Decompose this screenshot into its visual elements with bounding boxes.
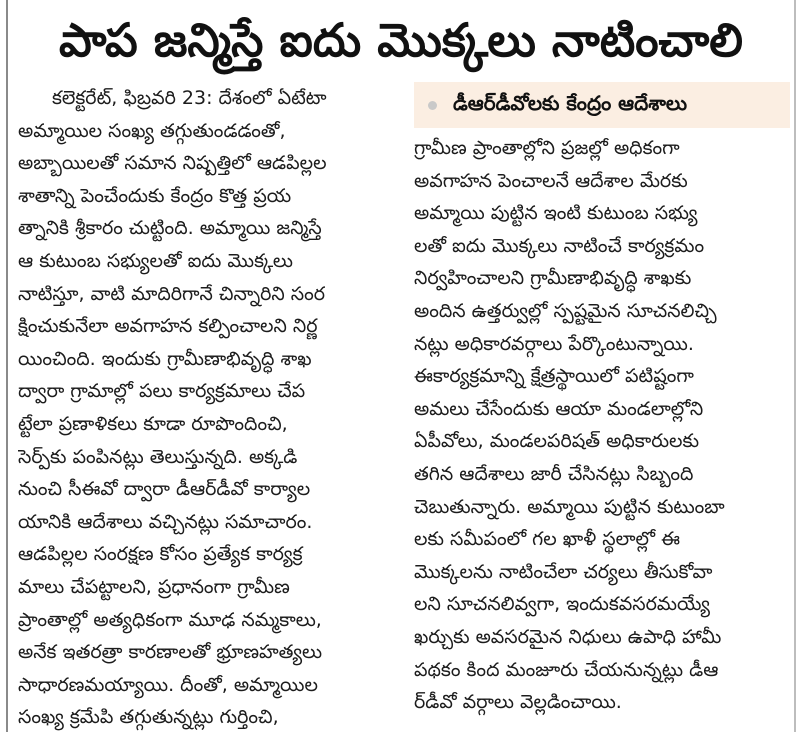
article-line: కలెక్టరేట్, ఫిబ్రవరి 23: దేశంలో ఏటేటా [52,87,327,109]
article-line: అందిన ఉత్తర్వుల్లో స్పష్టమైన సూచనలిచ్చి [414,299,717,322]
article-line: ట్టేలా ప్రణాళికలు కూడా రూపొందించి, [18,412,288,435]
article-line: సంఖ్య క్రమేపి తగ్గుతున్నట్లు గుర్తించి, [18,706,279,729]
article-line: సెర్ప్‌కు పంపినట్లు తెలుస్తున్నది. అక్కడి [18,445,298,468]
article-line: యానికి ఆదేశాలు వచ్చినట్లు సమాచారం. [18,510,313,533]
article-line: సాధారణమయ్యాయి. దీంతో, అమ్మాయిల [18,673,318,696]
subheading-box [414,82,790,128]
headline: పాప జన్మిస్తే ఐదు మొక్కలు నాటించాలి [58,13,743,67]
article-line: మాలు చేపట్టాలని, ప్రధానంగా గ్రామీణ [18,575,290,598]
article-line: త్నానికి శ్రీకారం చుట్టింది. అమ్మాయి జన్మిస్తే [18,217,322,240]
article-line: అమలు చేసేందుకు ఆయా మండలాల్లోని [414,397,704,420]
article-line: క్షించుకునేలా అవగాహన కల్పించాలని నిర్ణ [18,315,318,338]
article-line: అమ్మాయి పుట్టిన ఇంటి కుటుంబ సభ్యు [414,202,698,225]
clipping-left-edge [6,0,8,732]
article-line: ద్వారా గ్రామాల్లో పలు కార్యక్రమాలు చేప [18,380,306,403]
article-line: మొక్కలను నాటించేలా చర్యలు తీసుకోవా [414,560,713,583]
article-line: చెబుతున్నారు. అమ్మాయి పుట్టిన కుటుంబా [414,495,725,518]
article-line: లని సూచనలివ్వగా, ఇందుకవసరమయ్యే [414,593,710,616]
left-column [18,82,394,732]
article-line: ఈకార్యక్రమాన్ని క్షేత్రస్థాయిలో పటిష్టంగా [414,365,694,388]
article-line: ప్రాంతాల్లో అత్యధికంగా మూఢ నమ్మకాలు, [18,608,322,631]
article-line: ఖర్చుకు అవసరమైన నిధులు ఉపాధి హామీ [414,625,722,648]
article-line: నుంచి సీఈవో ద్వారా డీఆర్‌డీవో కార్యాల [18,478,311,501]
right-column [414,82,790,732]
article-line: లతో ఐదు మొక్కలు నాటించే కార్యక్రమం [414,234,705,257]
bullet-icon [428,101,437,110]
article-line: ర్‌డీవో వర్గాలు వెల్లడించాయి. [414,691,622,714]
article-line: ఏపీవోలు, మండలపరిషత్ అధికారులకు [414,430,700,453]
article-line: శాతాన్ని పెంచేందుకు కేంద్రం కొత్త ప్రయ [18,184,292,207]
article-line: అనేక ఇతరత్రా కారణాలతో భ్రూణహత్యలు [18,641,323,664]
article-line: యించింది. ఇందుకు గ్రామీణాభివృద్ధి శాఖ [18,347,312,370]
article-line: పథకం కింద మంజూరు చేయనున్నట్లు డీఆ [414,658,719,681]
article-line: ఆ కుటుంబ సభ్యులతో ఐదు మొక్కలు [18,249,293,272]
article-line: నట్లు అధికారవర్గాలు పేర్కొంటున్నాయి. [414,332,694,355]
article-line: తగిన ఆదేశాలు జారీ చేసినట్లు సిబ్బంది [414,462,694,485]
article-line: లకు సమీపంలో గల ఖాళీ స్థలాల్లో ఈ [414,528,681,551]
article-line: నిర్వహించాలని గ్రామీణాభివృద్ధి శాఖకు [414,267,692,290]
article-line: ఆడపిల్లల సంరక్షణ కోసం ప్రత్యేక కార్యక్ర [18,543,303,566]
article-line: గ్రామీణ ప్రాంతాల్లోని ప్రజల్లో అధికంగా [414,137,680,159]
article-line: అవగాహన పెంచాలనే ఆదేశాల మేరకు [414,169,688,192]
article-line: అమ్మాయిల సంఖ్య తగ్గుతుండడంతో, [18,119,286,142]
article-line: నాటిస్తూ, వాటి మాదిరిగానే చిన్నారిని సంర [18,282,326,305]
subheading: డీఆర్‌డీవోలకు కేంద్రం ఆదేశాలు [453,90,687,115]
clipping-right-edge [794,0,796,732]
article-line: అబ్బాయిలతో సమాన నిష్పత్తిలో ఆడపిల్లల [18,152,327,175]
